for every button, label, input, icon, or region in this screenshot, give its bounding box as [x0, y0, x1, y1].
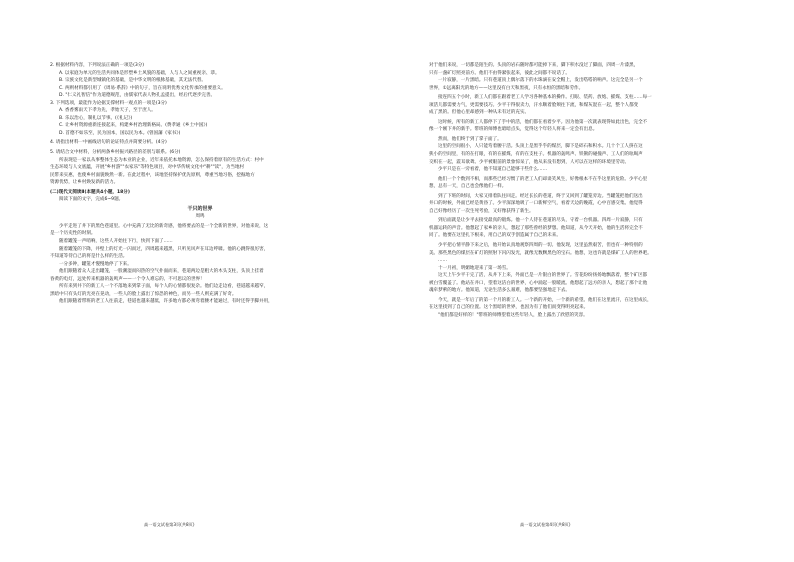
text-line: 黑暗中只有头灯的光亮在晃动，一些人的脸上露出了惊恐的神色，而另一些人则充满了好奇。	[50, 291, 237, 297]
text-line: 项活儿都需要力气，更需要技巧。少平干得很卖力，汗水顺着脸颊往下流，和煤灰混在一起，整个人都变	[429, 102, 639, 108]
text-line: 成了黑的。但他心里却感到一种从未有过的充实。	[429, 110, 530, 116]
text-line: 井口的时候，外面已经是黄昏了。少平深深地吸了一口新鲜空气，看着天边的晚霞，心中百感交集。他觉得	[429, 201, 643, 207]
text-line: D. 首德不如乐至，民为国本，国以民为本。(曾国藩《家书》)	[59, 130, 181, 136]
text-line: 生态环境与人文底蕴，开展"乡村游""农家乐"等特色项目，对中华传统文化中"耕""读"，为当地村	[50, 165, 245, 171]
page-footer-right: 高一语文试卷第4页(共8页)	[520, 522, 571, 527]
text-line: C. 两则材料都引用了《周易·系辞》中的句子，旨在说明优秀文化传承的重要意义。	[59, 85, 226, 91]
text-line: 3. 下列选项，最能作为论据支撑材料一观点的一项是(3分)	[50, 100, 167, 106]
text-line: 今天，就是一年后了的第一个月的新工人。一个新的开始，一个新的希望。他们在这里流汗，在这里成长，	[438, 297, 652, 303]
text-line: 这时候，所有的新工人都停下了手中的活，他们都在看着少平。因为他第一次就表现得如此出色，完全不	[438, 119, 648, 125]
text-line: 对于他们来说，一切都是陌生的。头顶的岩石随时都可能掉下来，脚下积水没过了脚面，四周一片漆黑，	[429, 63, 639, 68]
text-line: 所表现是一家以从事整体生态为本业的企业，近年来依托本地资源，怎么保持着原有的生活方式：村中	[59, 157, 264, 163]
text-line: 2. 根据材料内容，下列说法正确的一项是(3分)	[50, 63, 145, 68]
right-text-column	[429, 62, 747, 320]
text-line: A. 香香雾雨天下孝为先，孝始天子，至于庶人。	[59, 108, 156, 114]
text-line: 想，总有一天，自己也会像他们一样。	[429, 184, 507, 190]
text-line: 少平把心情平静下来之后，他开始认真地观察四周的一切。他发现，这里虽然艰苦，但也有一种特别的	[438, 243, 643, 249]
text-line: 一分多钟，罐笼才慢慢地停了下来。	[59, 261, 132, 267]
text-line: 5. 请结合文中材料，分析两条乡村振兴路径的差别与联系。(6分)	[50, 150, 181, 156]
text-line: (二)现代文阅读Ⅱ(本题共4小题，18分)	[50, 189, 130, 195]
text-line: 只有一盏矿灯照亮前方。他们不由得紧张起来，彼此之间都不说话了。	[429, 70, 570, 76]
text-line: B. 宗族文化是新型城镇化的基础，是中华文明的根脉基础，其无法代替。	[59, 78, 206, 84]
text-line: 周鸣	[195, 214, 205, 220]
text-line: 然而，他们终于到了掌子面了。	[438, 136, 502, 142]
text-line: 阅读下面的文字，完成6~9题。	[59, 197, 124, 203]
text-line: D. "仁义礼智信"作为道德规范，由儒家代表人物孔孟提出，经后代逐步完善。	[59, 93, 216, 99]
page-footer-left: 高一语文试卷第3页(共8页)	[144, 522, 195, 527]
text-line: C. 让乡村资源重新连接起来，构建乡村治理新格局。(费孝通《乡土中国》)	[59, 123, 208, 129]
text-line: 交织在一起，震耳欲聋。少平被眼前的景象惊呆了，他从来没有想到，人可以在这样的环境里劳动。	[429, 159, 630, 165]
text-line: 美。那些黑色的煤层在矿灯的照射下闪闪发光，就像无数颗黑色的宝石。他想，这也许就是煤矿工人的世界吧。	[429, 250, 652, 256]
text-line: 到了下班的时间，大家又排着队往回走。经过长长的巷道，终于又回到了罐笼旁边。当罐笼把他们送出	[438, 193, 643, 199]
text-line: 资源优势，让乡村焕发新的活力。	[50, 180, 119, 186]
text-line: 在这里找到了自己的位置。这个黑暗的世界，也因为有了他们而变得明亮起来。	[429, 305, 589, 311]
text-line: 少平只是在一旁看着，他不知道自己能够干些什么……	[438, 167, 548, 173]
text-line: 昏黄的电灯，远处传来机器的轰鸣声——一个令人难忘的、不可思议的世界！	[50, 276, 205, 282]
text-line: 机器运转的声音。他想起了家乡的亲人，想起了那些曾经的梦想。他知道，从今天开始，他的生活将完全不	[429, 225, 643, 231]
text-line: 所有来到井下的新工人一个不落地来到掌子面，每个人的心情都很复杂。他们边走边看，巷道越来越窄，	[59, 284, 269, 290]
text-line: 世界，①远离阳光的地方——这里没有白天和黑夜，只有永恒的黑暗和劳作。	[429, 85, 584, 91]
text-line: 少平走进了井下的黑色巷道里。心中充满了无比的新奇感，他将要去的是一个全新的世界，对他来说，这	[59, 223, 269, 229]
text-line: 干只的世界	[187, 205, 213, 212]
text-line: 一片寂静，一片黑暗。只有巷道顶上偶尔落下的水珠滴在安全帽上，发出嗒嗒的响声。这完全是另一个	[438, 78, 643, 84]
text-line: 同了。他要在这里扎下根来，用自己的双手创造属于自己的未来。	[429, 233, 561, 239]
text-line: 自己好像经历了一次生死考验，又好像获得了新生。	[429, 208, 534, 214]
text-line: 十一月初，明媚地迎来了第一场雪。	[438, 265, 511, 271]
left-text-column	[50, 62, 350, 306]
text-line: 民带来实惠，也使乡村面貌焕然一新。在此过程中，该地坚持保护优先原则，尊重当地习俗，挖掘地方	[50, 172, 255, 178]
exam-page-right	[397, 0, 794, 562]
text-line: ……	[438, 258, 448, 264]
text-line: 被白雪覆盖了。他站在井口，望着这洁白的世界，心中涌起一股暖流。他想起了远方的亲人，想起了那个让他	[429, 280, 648, 286]
text-line: A. 以家庭为单元的生活共同体是形塑乡土风貌的基础，人与人之间重视亲、恭。	[59, 70, 220, 76]
text-line: "他们都是好样的！"带班的师傅望着这些年轻人，脸上露出了欣慰的笑容。	[438, 312, 588, 318]
text-line: 接连四五个小时，新工人们都在跟着老工人学习各种基本的操作。打眼、装药、放炮、攉煤、支柱……每一	[438, 95, 652, 101]
text-line: 狭小的空间里，有的在打眼，有的在攉煤，有的在支柱子。机器的轰鸣声、铁锹的碰撞声、工人们的吆喝声	[429, 152, 643, 158]
text-line: 4. 请指出材料一中画线语句的论证特点并简要分析。(4分)	[50, 140, 167, 146]
text-line: 他们跟随着众人走出罐笼，一股潮湿而闷热的空气扑面而来，巷道两边是粗大的木头支柱，头顶上挂着	[59, 269, 264, 275]
text-line: 随着罐笼的下降，井壁上的灯光一闪而过，四周越来越黑，只听见风声在耳边呼啸。他的心跳得很厉害，	[59, 246, 269, 252]
text-line: 到后面就是让少平去接受最真的锻炼。他一个人待在巷道的尽头，守着一台机器。四周一片寂静，只有	[438, 218, 643, 224]
text-line: 他们跟随着带班的老工人往前走，巷道也越来越低，许多地方都必须弯着腰才能通过，有时还得手脚并用，	[59, 299, 273, 305]
text-line: 魂牵梦萦的地方。他知道，无论生活多么艰难，他都要坚强地走下去。	[429, 288, 570, 294]
text-line: B. 乐以治心，制礼以节事。(《礼记》)	[59, 115, 133, 121]
text-line: 像一个刚下井的新手。带班的师傅也暗暗点头，觉得这个年轻人将来一定会有出息。	[429, 127, 598, 133]
text-line: 随着罐笼一声哨响，这些人开始往下行，快到下面了……	[59, 239, 173, 245]
text-line: 这天上午少平干完了活，从井下上来，外面已是一片银白的世界了。雪花纷纷扬扬地飘落着，整个矿区都	[438, 273, 648, 279]
text-line: 不知道等待自己的将是什么样的生活。	[50, 254, 128, 260]
text-line: 他们一个个数到不相，而那些已经习惯了的老工人们却谈笑风生，好像根本不在乎这里的危险。少平心里	[438, 176, 648, 182]
text-line: 这里的空间很小，人只能弯着腰干活。头顶上是黑乎乎的煤层，脚下是碎石和积水。几十个工人挤在这	[438, 144, 643, 150]
text-line: 是一个历史性的时刻。	[50, 231, 96, 237]
